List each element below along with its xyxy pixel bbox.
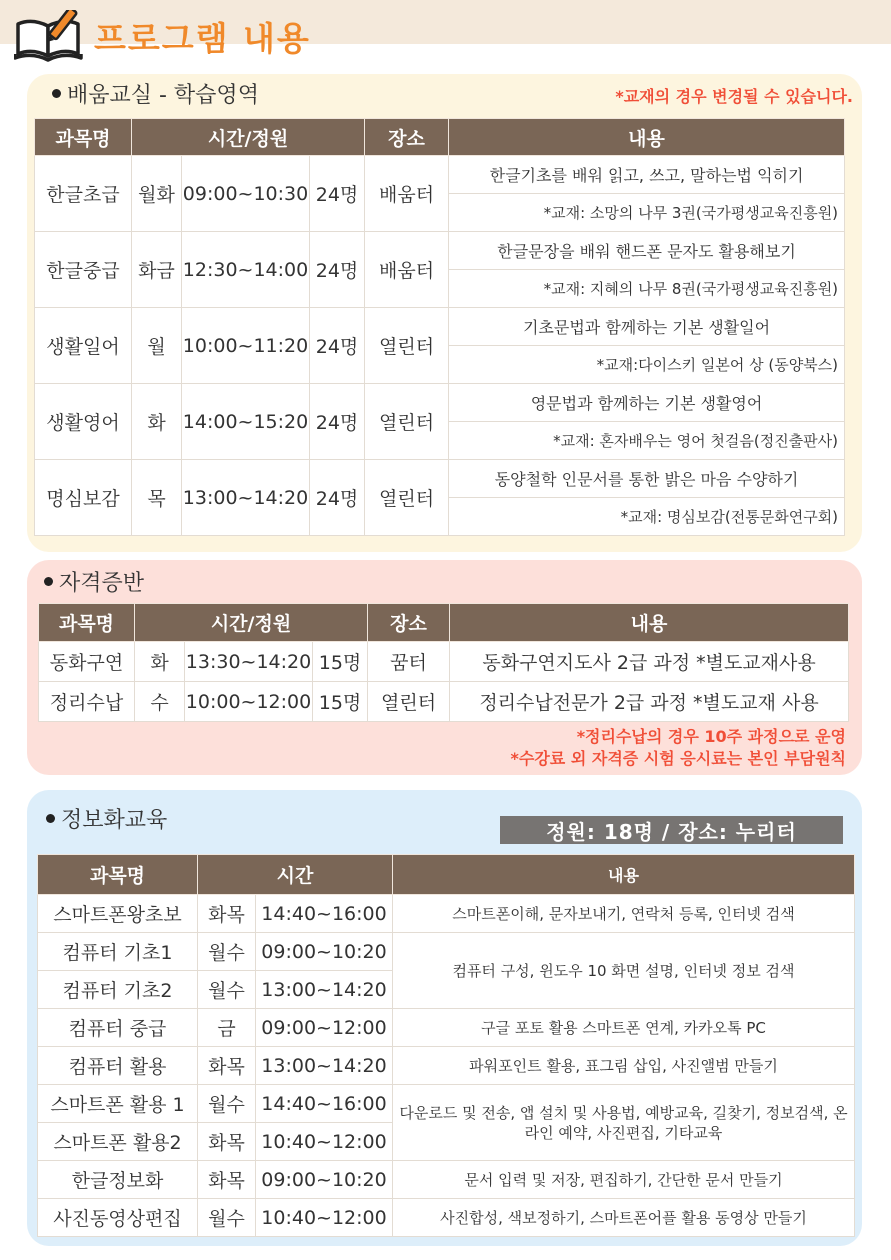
textbook-change-note: *교재의 경우 변경될 수 있습니다. bbox=[615, 87, 853, 106]
table-header-row bbox=[38, 855, 855, 895]
capacity-place-banner: 정원: 18명 / 장소: 누리터 bbox=[500, 816, 843, 844]
day-cell: 월수 bbox=[198, 1199, 256, 1237]
time-cell: 14:40~16:00 bbox=[256, 1085, 393, 1123]
time-cell: 13:00~14:20 bbox=[182, 460, 310, 536]
table-row bbox=[35, 156, 845, 194]
content-cell: 동양철학 인문서를 통한 밝은 마음 수양하기 bbox=[449, 460, 845, 498]
day-cell: 화목 bbox=[198, 1123, 256, 1161]
subject-cell: 한글초급 bbox=[35, 156, 132, 232]
day-cell: 화목 bbox=[198, 895, 256, 933]
bullet-icon bbox=[46, 814, 55, 823]
exam-fee-note: *수강료 외 자격증 시험 응시료는 본인 부담원칙 bbox=[510, 749, 846, 768]
subject-cell: 사진동영상편집 bbox=[38, 1199, 198, 1237]
content-cell: 기초문법과 함께하는 기본 생활일어 bbox=[449, 308, 845, 346]
day-cell: 월수 bbox=[198, 1085, 256, 1123]
day-cell: 화목 bbox=[198, 1161, 256, 1199]
place-cell: 열린터 bbox=[365, 384, 449, 460]
bullet-icon bbox=[44, 577, 53, 586]
section-heading-text: 배움교실 - 학습영역 bbox=[67, 83, 259, 108]
capacity-cell: 15명 bbox=[313, 642, 368, 682]
time-cell: 12:30~14:00 bbox=[182, 232, 310, 308]
day-cell: 화금 bbox=[132, 232, 182, 308]
place-cell: 꿈터 bbox=[368, 642, 450, 682]
header-subject: 과목명 bbox=[39, 604, 135, 642]
section-heading-learning bbox=[52, 78, 259, 109]
section-heading-it bbox=[46, 803, 167, 834]
table-header-row bbox=[39, 604, 849, 642]
time-cell: 09:00~10:20 bbox=[256, 1161, 393, 1199]
table-row bbox=[39, 642, 849, 682]
subject-cell: 컴퓨터 기초1 bbox=[38, 933, 198, 971]
table-row bbox=[39, 682, 849, 722]
time-cell: 14:40~16:00 bbox=[256, 895, 393, 933]
subject-cell: 생활일어 bbox=[35, 308, 132, 384]
content-cell: 한글문장을 배워 핸드폰 문자도 활용해보기 bbox=[449, 232, 845, 270]
course-duration-note: *정리수납의 경우 10주 과정으로 운영 bbox=[576, 727, 846, 746]
open-book-pencil-icon bbox=[14, 10, 84, 62]
content-cell: 정리수납전문가 2급 과정 *별도교재 사용 bbox=[450, 682, 849, 722]
day-cell: 월수 bbox=[198, 971, 256, 1009]
textbook-cell: *교재:다이스키 일본어 상 (동양북스) bbox=[449, 346, 845, 384]
capacity-cell: 24명 bbox=[310, 384, 365, 460]
time-cell: 13:00~14:20 bbox=[256, 971, 393, 1009]
capacity-cell: 24명 bbox=[310, 308, 365, 384]
time-cell: 10:00~11:20 bbox=[182, 308, 310, 384]
textbook-cell: *교재: 지혜의 나무 8권(국가평생교육진흥원) bbox=[449, 270, 845, 308]
time-cell: 10:40~12:00 bbox=[256, 1123, 393, 1161]
content-cell: 다운로드 및 전송, 앱 설치 및 사용법, 예방교육, 길찾기, 정보검색, 온라인 예약, 사진편집, 기타교육 bbox=[393, 1085, 855, 1161]
day-cell: 금 bbox=[198, 1009, 256, 1047]
section-heading-certificate bbox=[44, 566, 144, 597]
certificate-table bbox=[38, 603, 849, 722]
table-row bbox=[35, 308, 845, 346]
header-time: 시간/정원 bbox=[132, 119, 365, 156]
subject-cell: 컴퓨터 활용 bbox=[38, 1047, 198, 1085]
header-time: 시간/정원 bbox=[135, 604, 368, 642]
subject-cell: 생활영어 bbox=[35, 384, 132, 460]
textbook-cell: *교재: 소망의 나무 3권(국가평생교육진흥원) bbox=[449, 194, 845, 232]
table-row bbox=[35, 460, 845, 498]
subject-cell: 정리수납 bbox=[39, 682, 135, 722]
table-row bbox=[38, 1047, 855, 1085]
header-time: 시간 bbox=[198, 855, 393, 895]
subject-cell: 한글중급 bbox=[35, 232, 132, 308]
capacity-cell: 15명 bbox=[313, 682, 368, 722]
capacity-cell: 24명 bbox=[310, 232, 365, 308]
table-row bbox=[35, 384, 845, 422]
header-content: 내용 bbox=[450, 604, 849, 642]
capacity-cell: 24명 bbox=[310, 460, 365, 536]
table-row bbox=[35, 232, 845, 270]
day-cell: 화 bbox=[132, 384, 182, 460]
subject-cell: 스마트폰 활용 1 bbox=[38, 1085, 198, 1123]
time-cell: 09:00~10:20 bbox=[256, 933, 393, 971]
subject-cell: 컴퓨터 기초2 bbox=[38, 971, 198, 1009]
subject-cell: 한글정보화 bbox=[38, 1161, 198, 1199]
learning-table bbox=[34, 118, 845, 536]
table-row bbox=[38, 895, 855, 933]
table-row bbox=[38, 933, 855, 971]
content-cell: 한글기초를 배워 읽고, 쓰고, 말하는법 익히기 bbox=[449, 156, 845, 194]
bullet-icon bbox=[52, 89, 61, 98]
place-cell: 열린터 bbox=[365, 460, 449, 536]
time-cell: 13:30~14:20 bbox=[185, 642, 313, 682]
day-cell: 목 bbox=[132, 460, 182, 536]
place-cell: 배움터 bbox=[365, 232, 449, 308]
content-cell: 사진합성, 색보정하기, 스마트폰어플 활용 동영상 만들기 bbox=[393, 1199, 855, 1237]
time-cell: 13:00~14:20 bbox=[256, 1047, 393, 1085]
header-subject: 과목명 bbox=[35, 119, 132, 156]
day-cell: 수 bbox=[135, 682, 185, 722]
place-cell: 열린터 bbox=[368, 682, 450, 722]
header-place: 장소 bbox=[365, 119, 449, 156]
subject-cell: 스마트폰왕초보 bbox=[38, 895, 198, 933]
subject-cell: 동화구연 bbox=[39, 642, 135, 682]
content-cell: 동화구연지도사 2급 과정 *별도교재사용 bbox=[450, 642, 849, 682]
place-cell: 열린터 bbox=[365, 308, 449, 384]
page-title: 프로그램 내용 bbox=[94, 18, 311, 58]
header-content: 내용 bbox=[393, 855, 855, 895]
day-cell: 월 bbox=[132, 308, 182, 384]
day-cell: 월화 bbox=[132, 156, 182, 232]
time-cell: 10:00~12:00 bbox=[185, 682, 313, 722]
table-row bbox=[38, 1199, 855, 1237]
time-cell: 10:40~12:00 bbox=[256, 1199, 393, 1237]
day-cell: 화목 bbox=[198, 1047, 256, 1085]
subject-cell: 스마트폰 활용2 bbox=[38, 1123, 198, 1161]
it-education-table bbox=[37, 854, 855, 1237]
table-row bbox=[38, 1009, 855, 1047]
content-cell: 파워포인트 활용, 표그림 삽입, 사진앨범 만들기 bbox=[393, 1047, 855, 1085]
section-heading-text: 정보화교육 bbox=[61, 808, 168, 833]
textbook-cell: *교재: 혼자배우는 영어 첫걸음(정진출판사) bbox=[449, 422, 845, 460]
content-cell: 구글 포토 활용 스마트폰 연계, 카카오톡 PC bbox=[393, 1009, 855, 1047]
time-cell: 09:00~12:00 bbox=[256, 1009, 393, 1047]
subject-cell: 명심보감 bbox=[35, 460, 132, 536]
content-cell: 영문법과 함께하는 기본 생활영어 bbox=[449, 384, 845, 422]
time-cell: 09:00~10:30 bbox=[182, 156, 310, 232]
subject-cell: 컴퓨터 중급 bbox=[38, 1009, 198, 1047]
section-heading-text: 자격증반 bbox=[59, 571, 145, 596]
page-header bbox=[14, 8, 311, 64]
header-subject: 과목명 bbox=[38, 855, 198, 895]
table-row bbox=[38, 1161, 855, 1199]
day-cell: 화 bbox=[135, 642, 185, 682]
textbook-cell: *교재: 명심보감(전통문화연구회) bbox=[449, 498, 845, 536]
table-row bbox=[38, 1085, 855, 1123]
content-cell: 스마트폰이해, 문자보내기, 연락처 등록, 인터넷 검색 bbox=[393, 895, 855, 933]
capacity-cell: 24명 bbox=[310, 156, 365, 232]
place-cell: 배움터 bbox=[365, 156, 449, 232]
time-cell: 14:00~15:20 bbox=[182, 384, 310, 460]
header-content: 내용 bbox=[449, 119, 845, 156]
table-header-row bbox=[35, 119, 845, 156]
header-place: 장소 bbox=[368, 604, 450, 642]
day-cell: 월수 bbox=[198, 933, 256, 971]
content-cell: 문서 입력 및 저장, 편집하기, 간단한 문서 만들기 bbox=[393, 1161, 855, 1199]
content-cell: 컴퓨터 구성, 윈도우 10 화면 설명, 인터넷 정보 검색 bbox=[393, 933, 855, 1009]
